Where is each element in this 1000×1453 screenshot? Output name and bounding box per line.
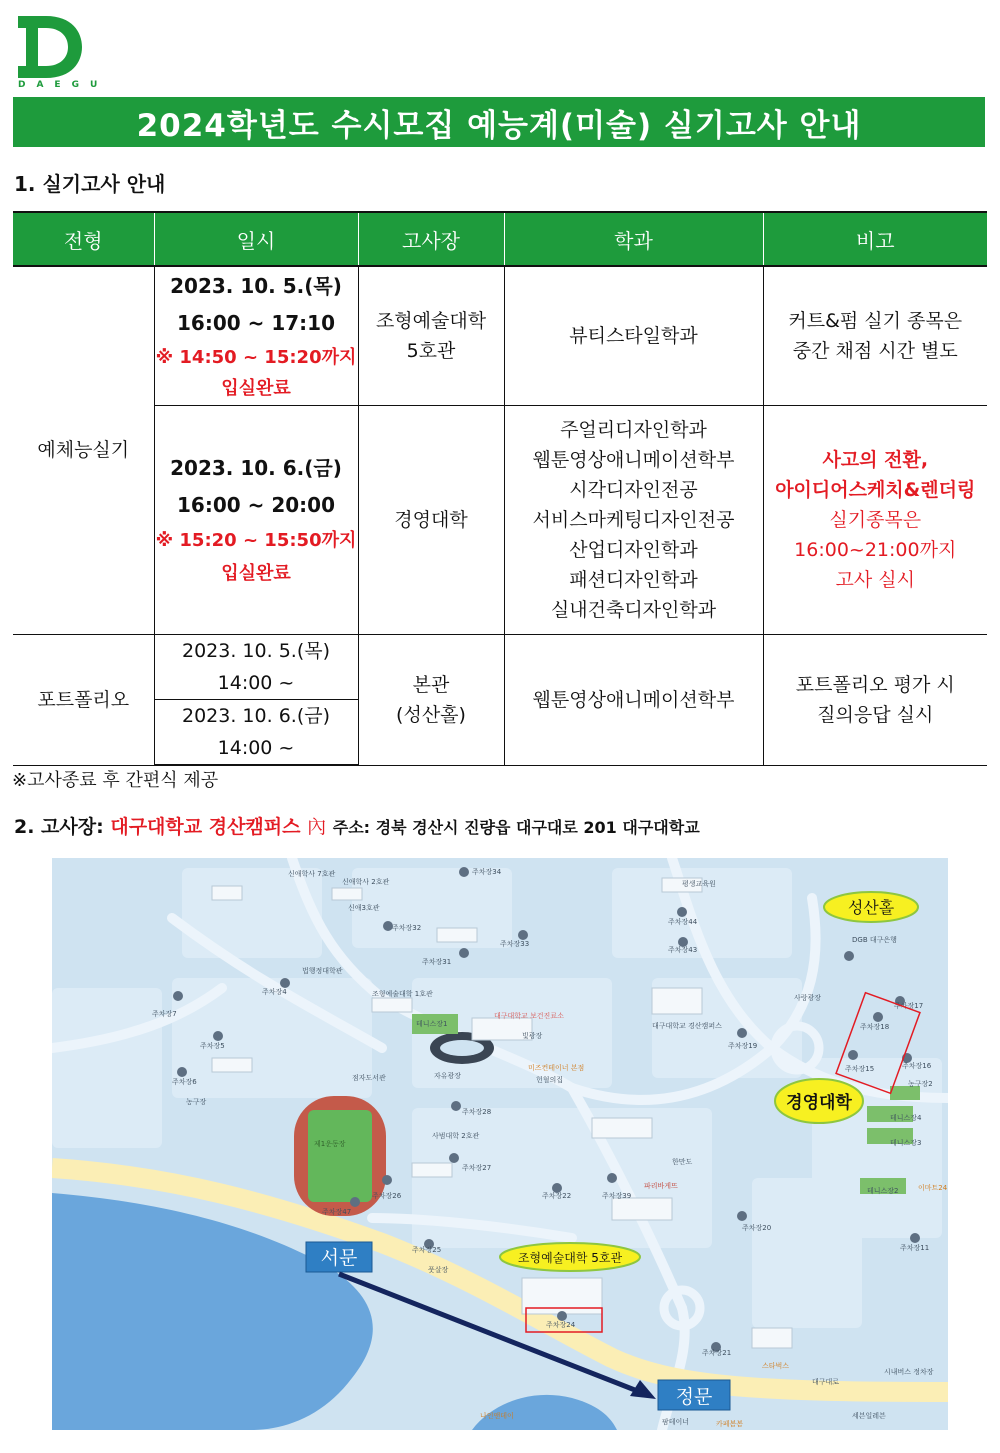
note-line: 중간 채점 시간 별도 — [792, 339, 958, 362]
map-label: 시내버스 정차장 — [884, 1368, 934, 1376]
exam-date: 2023. 10. 6.(금) — [182, 704, 330, 727]
exam-time: 16:00 ~ 20:00 — [176, 492, 335, 517]
entry-complete: 입실완료 — [221, 377, 291, 399]
map-label: 테니스장4 — [890, 1114, 922, 1122]
map-label: 주차장15 — [845, 1065, 875, 1073]
table-header-row — [13, 212, 987, 266]
map-label: 평생교육원 — [682, 880, 716, 888]
map-label: 대구대학교 보건진료소 — [494, 1012, 564, 1020]
map-label: 빛광장 — [522, 1032, 543, 1040]
map-label: 주차장31 — [422, 958, 452, 966]
department-item: 주얼리디자인학과 — [560, 418, 707, 441]
map-label: 주차장26 — [372, 1192, 402, 1200]
department-item: 웹툰영상애니메이션학부 — [532, 448, 735, 471]
map-label: 사랑광장 — [794, 994, 822, 1002]
map-label: 주차장21 — [702, 1349, 732, 1357]
map-label: 주차장17 — [894, 1002, 924, 1010]
map-label: 주차장24 — [546, 1321, 576, 1329]
map-label: 주차장19 — [728, 1042, 758, 1050]
map-label: 주차장5 — [200, 1042, 225, 1050]
type-cell-portfolio: 포트폴리오 — [13, 634, 154, 765]
venue-building: 5호관 — [406, 339, 456, 362]
exam-schedule-table — [13, 211, 987, 766]
map-label: 팜테이너 — [662, 1418, 690, 1426]
exam-date: 2023. 10. 6.(금) — [170, 455, 342, 480]
map-label: 주차장22 — [542, 1192, 572, 1200]
department-item: 산업디자인학과 — [569, 538, 698, 561]
department-item: 서비스마케팅디자인전공 — [532, 508, 735, 531]
map-label: 카페봄봄 — [716, 1420, 744, 1428]
map-label: 스타벅스 — [762, 1362, 790, 1370]
entry-deadline: ※ 14:50 ~ 15:20까지 — [155, 346, 357, 368]
table-row — [13, 266, 987, 405]
business-college-label: 경영대학 — [786, 1093, 852, 1113]
map-label: 주차장32 — [392, 924, 422, 932]
entry-deadline: ※ 15:20 ~ 15:50까지 — [155, 529, 357, 551]
map-label: 농구장 — [186, 1098, 207, 1106]
map-label: 제1운동장 — [314, 1140, 346, 1148]
note-line: 실기종목은 — [829, 508, 922, 531]
map-label: 주차장4 — [262, 988, 287, 996]
header-datetime: 일시 — [154, 212, 358, 266]
map-label: 테니스장2 — [867, 1187, 899, 1195]
campus-map — [52, 858, 948, 1430]
map-label: 주차장7 — [152, 1010, 177, 1018]
note-line: 커트&펌 실기 종목은 — [788, 309, 963, 332]
map-label: 주차장6 — [172, 1078, 197, 1086]
map-label: 주차장27 — [462, 1164, 492, 1172]
entry-complete: 입실완료 — [221, 562, 291, 584]
header-department: 학과 — [504, 212, 763, 266]
map-label: DGB 대구은행 — [852, 936, 897, 944]
main-gate-label: 정문 — [675, 1386, 713, 1408]
venue-cell: 경영대학 — [358, 405, 504, 634]
note-cell — [763, 266, 987, 405]
datetime-cell — [154, 699, 358, 765]
map-label: 미즈컨테이너 본점 — [528, 1064, 585, 1072]
art-college-label: 조형예술대학 5호관 — [517, 1251, 623, 1265]
exam-time: 16:00 ~ 17:10 — [176, 310, 335, 335]
department-cell — [504, 405, 763, 634]
map-label: 농구장2 — [908, 1080, 933, 1088]
map-label: 주차장18 — [860, 1023, 890, 1031]
department-cell: 웹툰영상애니메이션학부 — [504, 634, 763, 765]
department-item: 시각디자인전공 — [569, 478, 698, 501]
map-label: 테니스장1 — [416, 1020, 448, 1028]
map-label: 주차장28 — [462, 1108, 492, 1116]
logo-subtext: DAEGU — [18, 80, 109, 90]
map-label: 테니스장3 — [890, 1139, 922, 1147]
note-line: 포트폴리오 평가 시 — [795, 673, 955, 696]
map-label: 주차장20 — [742, 1224, 772, 1232]
note-line: 사고의 전환, — [822, 448, 929, 471]
map-label: 주차장25 — [412, 1246, 442, 1254]
section-1-title: 1. 실기고사 안내 — [14, 172, 166, 196]
footnote: ※고사종료 후 간편식 제공 — [12, 770, 219, 791]
map-label: 대구대학교 경산캠퍼스 — [652, 1022, 722, 1030]
map-label: 주차장34 — [472, 868, 502, 876]
map-label: 점자도서관 — [352, 1074, 386, 1082]
map-label: 풋살장 — [428, 1266, 449, 1274]
header-type: 전형 — [13, 212, 154, 266]
map-label: 대구대로 — [812, 1378, 840, 1386]
department-item: 실내건축디자인학과 — [550, 598, 717, 621]
map-label: 주차장44 — [668, 918, 698, 926]
page-title-banner: 2024학년도 수시모집 예능계(미술) 실기고사 안내 — [13, 97, 985, 147]
department-item: 패션디자인학과 — [569, 568, 698, 591]
within-mark: 內 — [307, 816, 327, 838]
map-label: 사범대학 2호관 — [432, 1132, 480, 1140]
exam-date: 2023. 10. 5.(목) — [170, 273, 342, 298]
campus-address: 주소: 경북 경산시 진량읍 대구대로 201 대구대학교 — [332, 818, 700, 837]
map-label: 법행정대학관 — [302, 967, 343, 975]
note-line: 질의응답 실시 — [817, 703, 934, 726]
map-label: 한만도 — [672, 1158, 693, 1166]
datetime-cell — [154, 266, 358, 405]
map-label: 주차장47 — [322, 1208, 352, 1216]
exam-time: 14:00 ~ — [217, 671, 295, 694]
map-label: 나인앤데이 — [480, 1412, 514, 1420]
note-line: 16:00~21:00까지 — [794, 538, 957, 561]
map-label: 주차장33 — [500, 940, 530, 948]
map-label: 조형예술대학 1호관 — [372, 990, 433, 998]
note-line: 아이디어스케치&렌더링 — [775, 478, 976, 501]
map-label: 주차장16 — [902, 1062, 932, 1070]
table-row — [13, 405, 987, 634]
map-label: 이마트24 — [918, 1184, 948, 1192]
exam-time: 14:00 ~ — [217, 736, 295, 759]
map-label: 자유광장 — [434, 1072, 462, 1080]
map-label: 신애3호관 — [348, 904, 380, 912]
section-2-label: 2. 고사장: — [14, 816, 104, 838]
venue-building: (성산홀) — [396, 703, 466, 726]
map-label: 헌혈의집 — [536, 1076, 564, 1084]
map-label: 세븐일레븐 — [852, 1412, 886, 1420]
map-label: 신애학사 7호관 — [288, 870, 336, 878]
type-cell-practical: 예체능실기 — [13, 266, 154, 634]
note-cell — [763, 634, 987, 765]
venue-name: 조형예술대학 — [375, 309, 487, 332]
map-label: 주차장39 — [602, 1192, 632, 1200]
exam-date: 2023. 10. 5.(목) — [182, 639, 330, 662]
venue-name: 본관 — [412, 673, 450, 696]
campus-name: 대구대학교 경산캠퍼스 — [110, 816, 301, 838]
department-cell: 뷰티스타일학과 — [504, 266, 763, 405]
header-note: 비고 — [763, 212, 987, 266]
datetime-cell — [154, 634, 358, 699]
datetime-cell — [154, 405, 358, 634]
west-gate-label: 서문 — [320, 1247, 358, 1269]
map-label: 주차장43 — [668, 946, 698, 954]
note-line: 고사 실시 — [835, 568, 915, 591]
section-2-title — [14, 812, 700, 839]
seongsan-hall-label: 성산홀 — [847, 898, 895, 917]
note-cell — [763, 405, 987, 634]
venue-cell — [358, 634, 504, 765]
table-row — [13, 634, 987, 699]
venue-cell — [358, 266, 504, 405]
map-label: 주차장11 — [900, 1244, 930, 1252]
map-label: 신애학사 2호관 — [342, 878, 390, 886]
map-label: 파리바게뜨 — [644, 1182, 678, 1190]
header-venue: 고사장 — [358, 212, 504, 266]
